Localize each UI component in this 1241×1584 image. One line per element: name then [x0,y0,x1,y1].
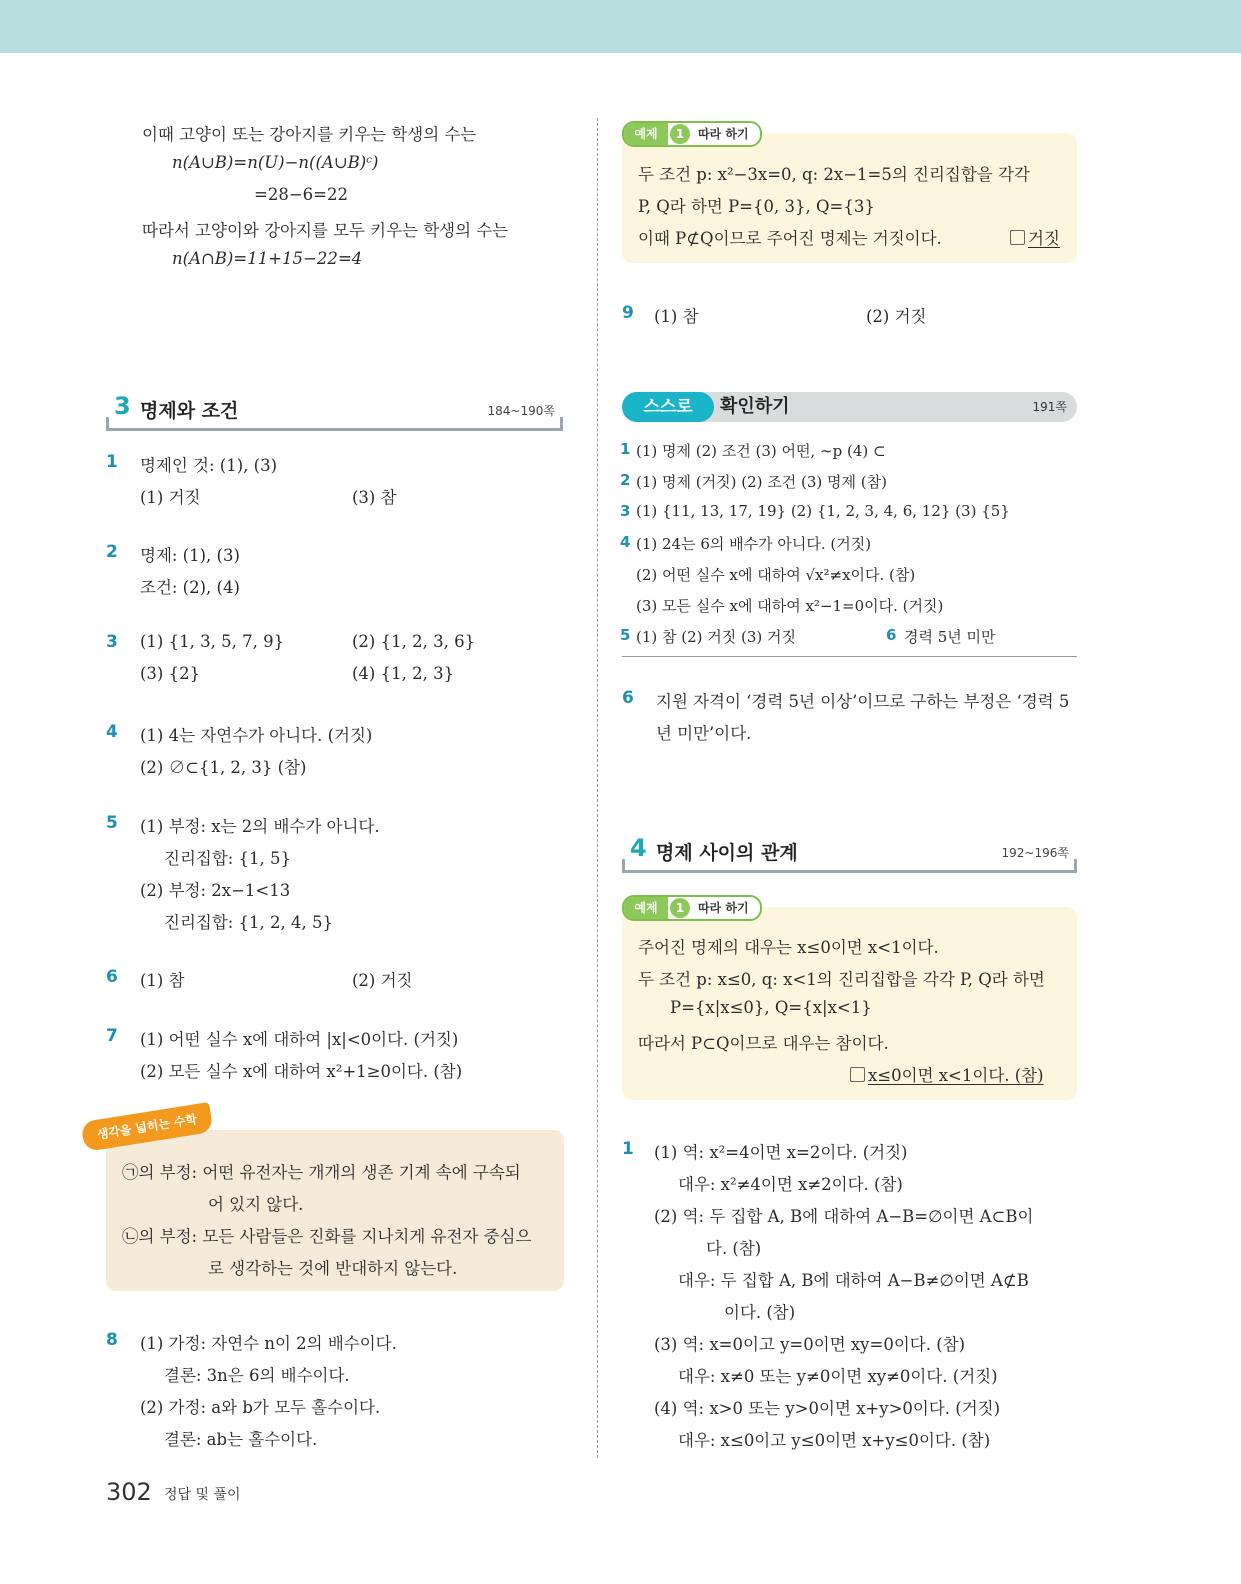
answer-line: (4) {1, 2, 3} [352,664,455,683]
self-check-line: (3) 모든 실수 x에 대하여 x²−1=0이다. (거짓) [636,597,944,615]
section-title: 명제와 조건 [140,400,239,422]
example-answer: x≤0이면 x<1이다. (참) [850,1062,1044,1086]
answer-line: (2) 모든 실수 x에 대하여 x²+1≥0이다. (참) [140,1062,463,1081]
answer-line: 결론: 3n은 6의 배수이다. [164,1366,350,1385]
think-line: ㉡의 부정: 모든 사람들은 진화를 지나치게 유전자 중심으 [122,1227,532,1246]
self-check-line: 경력 5년 미만 [904,628,996,646]
item-number: 2 [106,542,118,562]
self-check-pages: 191쪽 [1032,400,1067,414]
formula-line: n(A∩B)=11+15−22=4 [172,249,363,268]
footer-title: 정답 및 풀이 [164,1487,241,1503]
self-check-title: 확인하기 [720,396,790,417]
answer-line: (2) 가정: a와 b가 모두 홀수이다. [140,1398,381,1417]
text-line: 이때 고양이 또는 강아지를 키우는 학생의 수는 [142,125,477,144]
answer-line: (2) 부정: 2x−1<13 [140,881,291,900]
answer-line: 대우: x²≠4이면 x≠2이다. (참) [678,1175,903,1194]
think-line: ㉠의 부정: 어떤 유전자는 개개의 생존 기계 속에 구속되 [122,1163,521,1182]
item-number: 1 [106,452,118,472]
section-number: 3 [114,392,131,420]
section-pages: 184~190쪽 [487,404,555,418]
answer-line: (2) 거짓 [352,971,413,990]
column-divider [597,118,598,1458]
think-line: 로 생각하는 것에 반대하지 않는다. [208,1259,458,1278]
answer-line: 대우: x≤0이고 y≤0이면 x+y≤0이다. (참) [678,1431,991,1450]
example-line: 이때 P⊄Q이므로 주어진 명제는 거짓이다. [638,229,942,248]
think-wider-tag: 생각을 넓히는 수학 [80,1102,213,1152]
answer-line: (4) 역: x>0 또는 y>0이면 x+y>0이다. (거짓) [654,1399,1001,1418]
page-number: 302 [106,1478,152,1506]
answer-line: 명제인 것: (1), (3) [140,456,278,475]
answer-line: (1) 부정: x는 2의 배수가 아니다. [140,817,380,836]
item-number: 4 [106,722,118,742]
example-line: 두 조건 p: x≤0, q: x<1의 진리집합을 각각 P, Q라 하면 [638,970,1045,989]
answer-line: (1) 역: x²=4이면 x=2이다. (거짓) [654,1143,908,1162]
answer-line: 진리집합: {1, 5} [164,849,292,868]
section-pages: 192~196쪽 [1001,846,1069,860]
think-line: 어 있지 않다. [208,1195,304,1214]
self-check-line: (1) 명제 (거짓) (2) 조건 (3) 명제 (참) [636,473,887,491]
answer-line: (3) {2} [140,664,201,683]
example-line: 따라서 P⊂Q이므로 대우는 참이다. [638,1034,889,1053]
item-number: 3 [106,632,118,652]
section-number: 4 [630,834,647,862]
answer-line: 결론: ab는 홀수이다. [164,1430,318,1449]
answer-line: (3) 역: x=0이고 y=0이면 xy=0이다. (참) [654,1335,966,1354]
answer-line: (1) 4는 자연수가 아니다. (거짓) [140,726,373,745]
answer-line: 대우: x≠0 또는 y≠0이면 xy≠0이다. (거짓) [678,1367,998,1386]
answer-line: 다. (참) [706,1239,762,1258]
answer-line: (1) {1, 3, 5, 7, 9} [140,632,285,651]
example-line: 두 조건 p: x²−3x=0, q: 2x−1=5의 진리집합을 각각 [638,165,1030,184]
item-number: 1 [620,440,631,458]
formula-line: n(A∪B)=n(U)−n((A∪B)ᶜ) [172,153,379,172]
header-band [0,0,1241,53]
self-check-line: (2) 어떤 실수 x에 대하여 √x²≠x이다. (참) [636,566,916,584]
answer-line: 대우: 두 집합 A, B에 대하여 A−B≠∅이면 A⊄B [678,1271,1029,1290]
item-number: 4 [620,533,631,551]
answer-line: (1) 참 [654,307,699,326]
item-number: 3 [620,502,631,520]
answer-line: (1) 참 [140,971,185,990]
example-line: 주어진 명제의 대우는 x≤0이면 x<1이다. [638,938,939,957]
answer-line: (2) 역: 두 집합 A, B에 대하여 A−B=∅이면 A⊂B이 [654,1207,1034,1226]
answer-line: (2) {1, 2, 3, 6} [352,632,476,651]
answer-line: 이다. (참) [724,1303,796,1322]
answer-line: 진리집합: {1, 2, 4, 5} [164,913,334,932]
answer-line: (2) ∅⊂{1, 2, 3} (참) [140,758,307,777]
self-check-line: (1) {11, 13, 17, 19} (2) {1, 2, 3, 4, 6, 12} (3) {5} [636,502,1010,520]
text-line: 따라서 고양이와 강아지를 모두 키우는 학생의 수는 [142,221,509,240]
answer-line: (1) 거짓 [140,488,201,507]
item-number: 7 [106,1026,118,1046]
answer-line: (1) 가정: 자연수 n이 2의 배수이다. [140,1334,397,1353]
item-number: 5 [620,626,631,644]
answer-line: 지원 자격이 ‘경력 5년 이상’이므로 구하는 부정은 ‘경력 5 [656,692,1070,711]
example-line: P={x|x≤0}, Q={x|x<1} [670,998,872,1017]
item-number: 2 [620,471,631,489]
item-number: 1 [622,1139,634,1159]
item-number: 6 [886,626,897,644]
example-line: P, Q라 하면 P={0, 3}, Q={3} [638,197,875,216]
self-check-line: (1) 참 (2) 거짓 (3) 거짓 [636,628,797,646]
answer-line: 명제: (1), (3) [140,546,240,565]
example-tab: 예제 1 따라 하기 [622,121,762,147]
answer-line: 년 미만’이다. [656,724,752,743]
self-check-label: 스스로 [622,392,714,422]
self-check-header [622,392,1077,422]
item-number: 9 [622,303,634,323]
item-number: 8 [106,1330,118,1350]
section-4-header [622,836,1077,873]
divider-line [622,656,1077,657]
answer-line: (3) 참 [352,488,397,507]
section-3-header [106,394,563,431]
answer-line: 조건: (2), (4) [140,578,240,597]
item-number: 5 [106,813,118,833]
section-title: 명제 사이의 관계 [656,842,798,864]
answer-icon [1010,230,1025,245]
example-tab: 예제 1 따라 하기 [622,895,762,921]
item-number: 6 [622,688,634,708]
self-check-line: (1) 명제 (2) 조건 (3) 어떤, ∼p (4) ⊂ [636,442,886,460]
answer-icon [850,1067,865,1082]
self-check-line: (1) 24는 6의 배수가 아니다. (거짓) [636,535,872,553]
answer-line: (2) 거짓 [866,307,927,326]
formula-line: =28−6=22 [254,185,348,204]
answer-line: (1) 어떤 실수 x에 대하여 |x|<0이다. (거짓) [140,1030,459,1049]
item-number: 6 [106,967,118,987]
example-answer: 거짓 [1010,225,1060,249]
